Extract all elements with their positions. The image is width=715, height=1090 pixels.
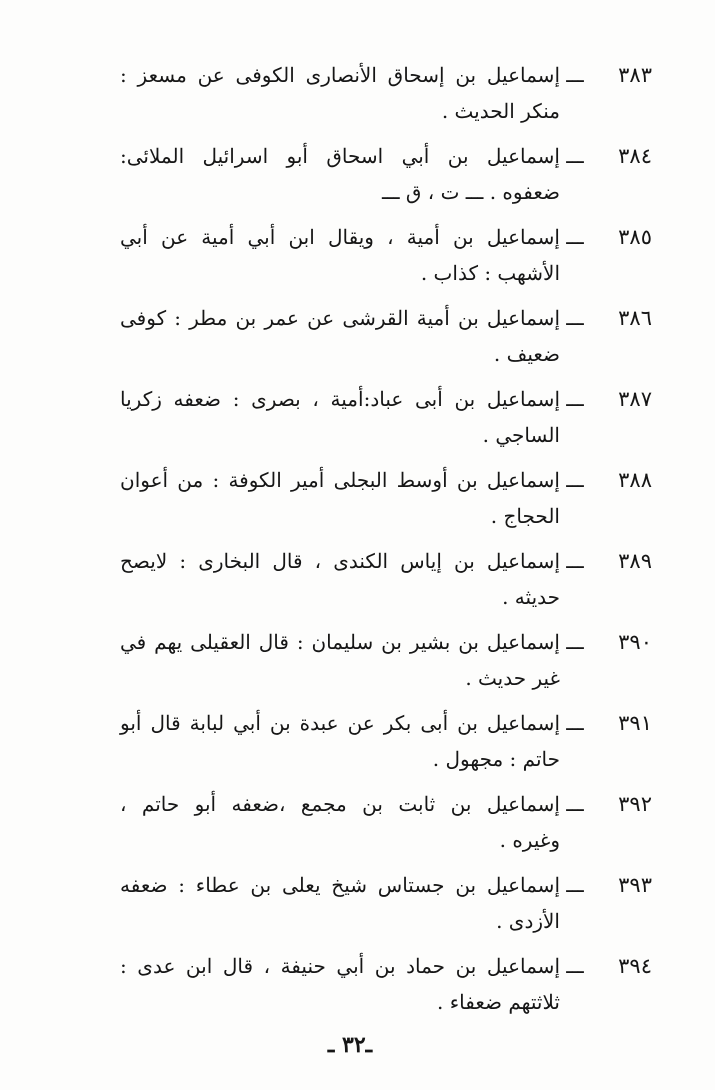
entry-11: [120, 860, 652, 941]
entry-text-line-2: وغيره .: [499, 828, 560, 852]
entry-dash: ـــ: [566, 549, 584, 573]
entry-number: ٣٨٤: [618, 144, 652, 168]
entry-dash: ـــ: [566, 63, 584, 87]
entry-number: ٣٨٦: [618, 306, 652, 330]
entry-number: ٣٩١: [618, 711, 652, 735]
entry-text-line-1: إسماعيل بن أمية ، ويقال ابن أبي أمية عن أبي: [120, 225, 560, 249]
entry-dash: ـــ: [566, 711, 584, 735]
entry-1: [120, 50, 652, 131]
entry-dash: ـــ: [566, 387, 584, 411]
entry-dash: ـــ: [566, 225, 584, 249]
entry-text-line-1: إسماعيل بن جستاس شيخ يعلى بن عطاء : ضعفه: [120, 873, 560, 897]
entry-text-line-1: إسماعيل بن أوسط البجلى أمير الكوفة : من أعوان: [120, 468, 560, 492]
entry-dash: ـــ: [566, 954, 584, 978]
entry-number: ٣٩٤: [618, 954, 652, 978]
entry-3: [120, 212, 652, 293]
entry-text-line-2: الحجاج .: [490, 504, 560, 528]
entry-dash: ـــ: [566, 306, 584, 330]
entry-text-line-2: الأشهب : كذاب .: [420, 261, 560, 285]
entry-text-line-2: غير حديث .: [465, 666, 560, 690]
entry-list: [120, 50, 652, 1022]
entry-number: ٣٩٢: [618, 792, 652, 816]
entry-dash: ـــ: [566, 468, 584, 492]
entry-number: ٣٨٣: [618, 63, 652, 87]
entry-12: [120, 941, 652, 1022]
entry-number: ٣٩٠: [618, 630, 652, 654]
entry-2: [120, 131, 652, 212]
entry-number: ٣٨٩: [618, 549, 652, 573]
entry-number: ٣٩٣: [618, 873, 652, 897]
entry-dash: ـــ: [566, 873, 584, 897]
entry-number: ٣٨٨: [618, 468, 652, 492]
entry-text-line-1: إسماعيل بن ثابت بن مجمع ،ضعفه أبو حاتم ،: [120, 792, 560, 816]
entry-text-line-1: إسماعيل بن أبي اسحاق أبو اسرائيل الملائى:: [120, 144, 560, 168]
entry-text-line-2: ضعفوه . ـــ ت ، ق ـــ: [381, 180, 560, 204]
entry-text-line-2: الساجي .: [482, 423, 560, 447]
page-number: ـ٣٢ ـ: [327, 1032, 373, 1058]
entry-text-line-2: ضعيف .: [493, 342, 560, 366]
entry-text-line-2: ثلاثتهم ضعفاء .: [437, 990, 560, 1014]
entry-10: [120, 779, 652, 860]
entry-7: [120, 536, 652, 617]
entry-dash: ـــ: [566, 792, 584, 816]
entry-4: [120, 293, 652, 374]
entry-number: ٣٨٧: [618, 387, 652, 411]
entry-5: [120, 374, 652, 455]
entry-text-line-1: إسماعيل بن أبى عباد:أمية ، بصرى : ضعفه زكريا: [120, 387, 560, 411]
entry-dash: ـــ: [566, 630, 584, 654]
entry-number: ٣٨٥: [618, 225, 652, 249]
entry-text-line-1: إسماعيل بن أبى بكر عن عبدة بن أبي لبابة قال أبو: [120, 711, 560, 735]
entry-6: [120, 455, 652, 536]
entry-text-line-1: إسماعيل بن أمية القرشى عن عمر بن مطر : كوفى: [120, 306, 560, 330]
entry-text-line-1: إسماعيل بن إياس الكندى ، قال البخارى : لايصح: [120, 549, 560, 573]
entry-text-line-2: منكر الحديث .: [441, 99, 560, 123]
entry-9: [120, 698, 652, 779]
entry-text-line-1: إسماعيل بن إسحاق الأنصارى الكوفى عن مسعز :: [120, 63, 560, 87]
entry-8: [120, 617, 652, 698]
entry-dash: ـــ: [566, 144, 584, 168]
entry-text-line-1: إسماعيل بن بشير بن سليمان : قال العقيلى يهم في: [120, 630, 560, 654]
entry-text-line-2: حاتم : مجهول .: [432, 747, 560, 771]
entry-text-line-1: إسماعيل بن حماد بن أبي حنيفة ، قال ابن عدى :: [120, 954, 560, 978]
entry-text-line-2: الأزدى .: [496, 909, 560, 933]
entry-text-line-2: حديثه .: [502, 585, 560, 609]
